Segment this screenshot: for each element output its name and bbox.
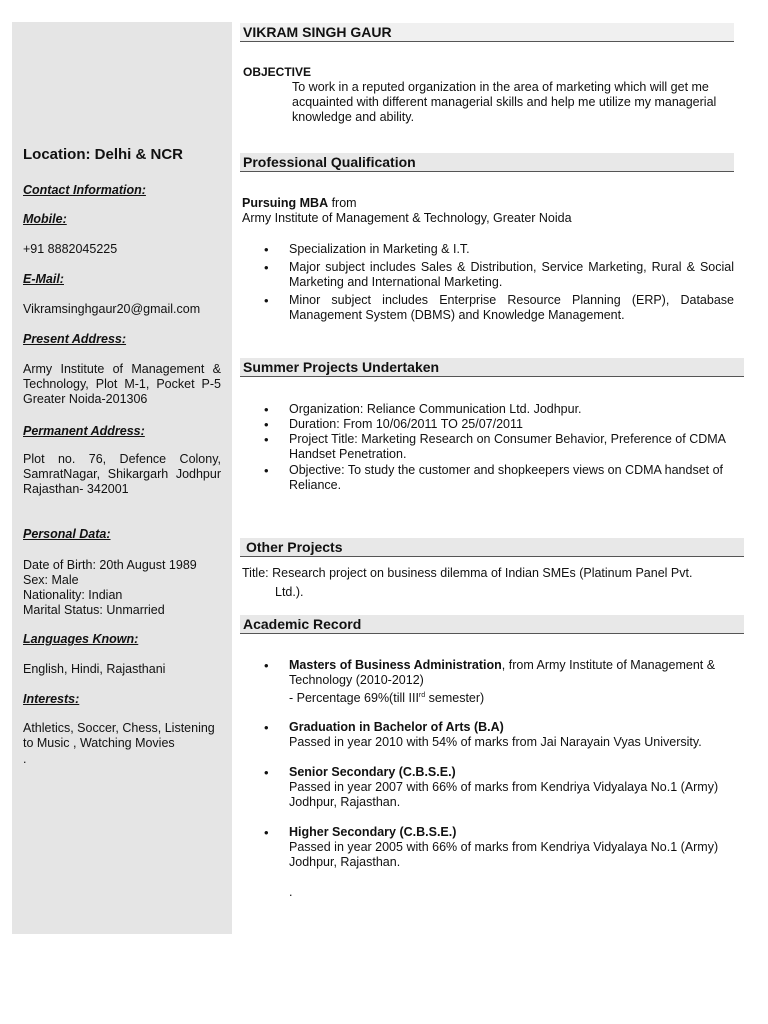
pursuing-bold: Pursuing MBA	[242, 196, 329, 210]
pursuing-line	[242, 196, 734, 211]
list-item	[242, 720, 734, 750]
summer-heading: Summer Projects Undertaken	[243, 359, 440, 375]
objective-heading: OBJECTIVE	[243, 65, 312, 79]
languages-label: Languages Known:	[23, 632, 139, 646]
academic-trailing: .	[289, 885, 293, 899]
academic-title: • Graduation in Bachelor of Arts (B.A)	[289, 720, 504, 735]
academic-title: • Senior Secondary (C.B.S.E.)	[289, 765, 456, 780]
list-item	[242, 658, 734, 706]
interests-label: Interests:	[23, 692, 80, 706]
pursuing-rest: from	[328, 196, 357, 210]
interests-value: Athletics, Soccer, Chess, Listening to Music , Watching Movies	[23, 721, 215, 750]
personal-line: Date of Birth: 20th August 1989	[23, 558, 197, 572]
other-line1: Title: Research project on business dilemma of Indian SMEs (Platinum Panel Pvt.	[242, 566, 693, 580]
list-item: • Specialization in Marketing & I.T.	[242, 242, 734, 257]
email-label: E-Mail:	[23, 272, 64, 286]
professional-list	[242, 242, 734, 326]
other-heading-band	[240, 538, 744, 557]
personal-line: Sex: Male	[23, 573, 79, 587]
list-item	[242, 825, 734, 870]
list-item: • Objective: To study the customer and shopkeepers views on CDMA handset of Reliance.	[242, 463, 734, 493]
languages-value: English, Hindi, Rajasthani	[23, 662, 166, 676]
academic-heading-band	[240, 615, 744, 634]
permanent-address-label: Permanent Address:	[23, 424, 145, 438]
academic-heading: Academic Record	[243, 616, 362, 632]
academic-title: Masters of Business Administration	[289, 658, 502, 672]
name-header	[240, 23, 734, 42]
academic-sub	[289, 691, 484, 705]
institute-line: Army Institute of Management & Technology, Greater Noida	[242, 211, 572, 225]
interests-trailing: .	[23, 752, 27, 766]
academic-rest: , from Army Institute of Management & Technology (2010-2012)	[289, 658, 716, 687]
academic-detail: Passed in year 2005 with 66% of marks from Kendriya Vidyalaya No.1 (Army) Jodhpur, Rajasthan.	[289, 840, 719, 870]
percentage-text: - Percentage 69%(till III	[289, 691, 419, 706]
list-item: • Duration: From 10/06/2011 TO 25/07/2011	[242, 417, 734, 432]
personal-line: Marital Status: Unmarried	[23, 603, 165, 617]
location: Location: Delhi & NCR	[23, 146, 183, 163]
academic-title: • Higher Secondary (C.B.S.E.)	[289, 825, 457, 840]
permanent-address-value: Plot no. 76, Defence Colony, SamratNagar, Shikargarh Jodhpur Rajasthan- 342001	[23, 452, 221, 496]
list-item: • Organization: Reliance Communication Ltd. Jodhpur.	[242, 402, 734, 417]
list-item: • Minor subject includes Enterprise Resource Planning (ERP), Database Management System (DBMS) and Knowledge Management.	[242, 293, 734, 323]
present-address-value: Army Institute of Management & Technology, Plot M-1, Pocket P-5 Greater Noida-201306	[23, 362, 221, 406]
mobile-label: Mobile:	[23, 212, 67, 226]
personal-data	[23, 558, 197, 618]
summer-heading-band	[240, 358, 744, 377]
candidate-name: VIKRAM SINGH GAUR	[243, 24, 392, 40]
semester-text: semester)	[425, 691, 485, 706]
personal-data-label: Personal Data:	[23, 527, 111, 541]
personal-line: Nationality: Indian	[23, 588, 123, 602]
superscript: rd	[418, 692, 426, 699]
summer-list	[242, 402, 734, 496]
other-line2: Ltd.).	[275, 585, 304, 599]
academic-list	[242, 658, 734, 882]
professional-heading: Professional Qualification	[243, 154, 416, 170]
list-item	[242, 765, 734, 810]
other-heading: Other Projects	[246, 539, 343, 555]
academic-detail: Passed in year 2007 with 66% of marks from Kendriya Vidyalaya No.1 (Army) Jodhpur, Rajasthan.	[289, 780, 719, 810]
list-item: • Project Title: Marketing Research on Consumer Behavior, Preference of CDMA Handset Penetration.	[242, 432, 734, 462]
email-value[interactable]: Vikramsinghgaur20@gmail.com	[23, 302, 201, 316]
objective-text: To work in a reputed organization in the area of marketing which will get me acquainted with different managerial skills and help me utilize my managerial knowledge and ability.	[292, 80, 717, 124]
present-address-label: Present Address:	[23, 332, 127, 346]
professional-heading-band	[240, 153, 734, 172]
academic-detail: Passed in year 2010 with 54% of marks from Jai Narayain Vyas University.	[289, 735, 702, 750]
mobile-value: +91 8882045225	[23, 242, 118, 256]
list-item: • Major subject includes Sales & Distribution, Service Marketing, Rural & Social Marketing and International Marketing.	[242, 260, 734, 290]
contact-heading: Contact Information:	[23, 183, 146, 197]
